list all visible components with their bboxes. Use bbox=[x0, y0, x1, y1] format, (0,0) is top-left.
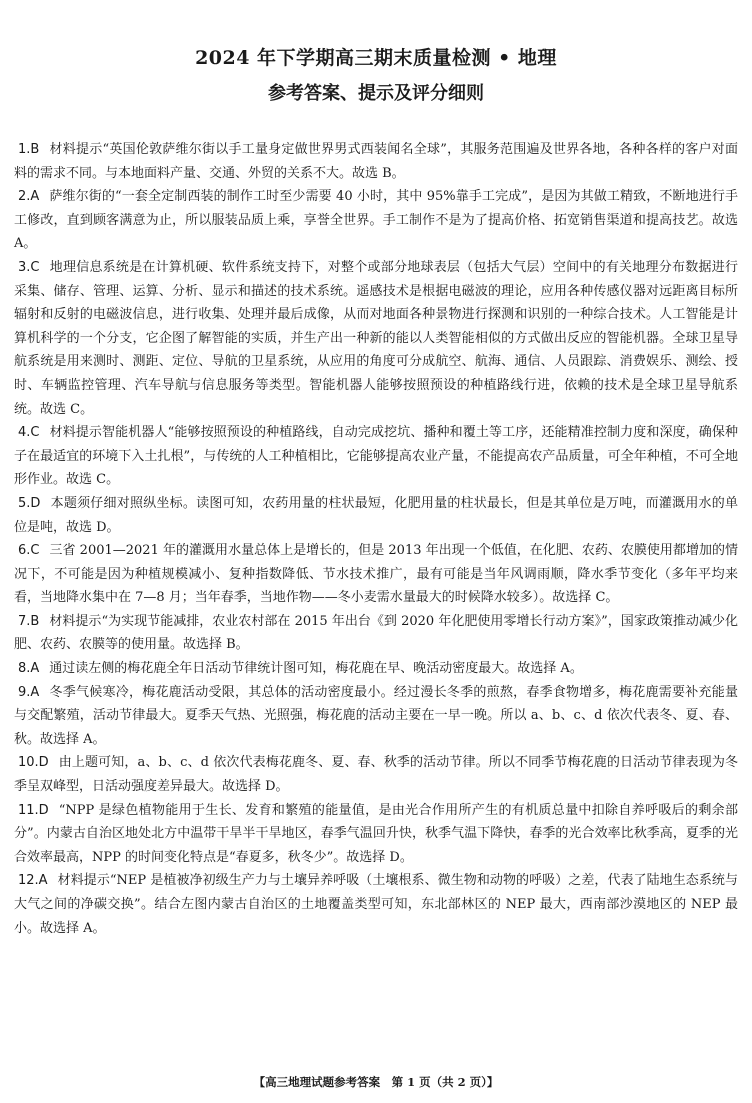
answer-text: 本题须仔细对照纵坐标。读图可知，农药用量的柱状最短，化肥用量的柱状最长，但是其单位是万吨，而灌溉用水的单位是吨，故选 D。 bbox=[14, 495, 738, 535]
answer-number: 6.C bbox=[18, 543, 40, 559]
answer-number: 7.B bbox=[18, 613, 40, 629]
answer-item-7 bbox=[14, 610, 738, 657]
page-title: 2024 年下学期高三期末质量检测 • 地理 bbox=[195, 47, 557, 69]
answer-text: 通过读左侧的梅花鹿全年日活动节律统计图可知，梅花鹿在早、晚活动密度最大。故选择 A。 bbox=[49, 661, 583, 677]
answer-item-2 bbox=[14, 185, 738, 256]
answer-number: 2.A bbox=[18, 189, 40, 205]
answer-text: 材料提示智能机器人“能够按照预设的种植路线，自动完成挖坑、播种和覆土等工序，还能精准控制力度和深度，确保种子在最适宜的环境下入土扎根”，与传统的人工种植相比，它能够提高农业产量，不能提高农产品质量，可全年种植，不可全地形作业。故选 C。 bbox=[14, 425, 738, 488]
answer-text: 萨维尔街的“一套全定制西装的制作工时至少需要 40 小时，其中 95%靠手工完成”，是因为其做工精致，不断地进行手工修改，直到顾客满意为止，所以服装品质上乘，享誉全世界。手工制作不是为了提高价格、拓宽销售渠道和提高技艺。故选 A。 bbox=[14, 189, 738, 252]
answer-item-3 bbox=[14, 256, 738, 421]
answer-text: 地理信息系统是在计算机硬、软件系统支持下，对整个或部分地球表层（包括大气层）空间中的有关地理分布数据进行采集、储存、管理、运算、分析、显示和描述的技术系统。遥感技术是根据电磁波的理论，应用各种传感仪器对远距离目标所辐射和反射的电磁波信息，进行收集、处理并最后成像，从而对地面各种景物进行探测和识别的一种综合技术。人工智能是计算机科学的一个分支，它企图了解智能的实质，并生产出一种新的能以人类智能相似的方式做出反应的智能机器。全球卫星导航系统是用来测时、测距、定位、导航的卫星系统，从应用的角度可分成航空、航海、通信、人员跟踪、消费娱乐、测绘、授时、车辆监控管理、汽车导航与信息服务等类型。智能机器人能够按照预设的种植路线行进，依赖的技术是全球卫星导航系统。故选 C。 bbox=[14, 259, 738, 417]
answer-item-8 bbox=[14, 657, 738, 681]
answer-item-10 bbox=[14, 751, 738, 798]
answer-text: 材料提示“英国伦敦萨维尔街以手工量身定做世界男式西装闻名全球”，其服务范围遍及世界各地，各种各样的客户对面料的需求不同。与本地面料产量、交通、外贸的关系不大。故选 B。 bbox=[14, 142, 738, 181]
answer-number: 1.B bbox=[18, 142, 40, 157]
page-footer: 【高三地理试题参考答案 第 1 页（共 2 页）】 bbox=[253, 1075, 499, 1089]
answer-list bbox=[14, 138, 738, 940]
answer-item-9 bbox=[14, 681, 738, 752]
page-subtitle: 参考答案、提示及评分细则 bbox=[268, 83, 484, 104]
answer-item-1 bbox=[14, 138, 738, 185]
answer-item-4 bbox=[14, 421, 738, 492]
answer-text: 材料提示“为实现节能减排，农业农村部在 2015 年出台《到 2020 年化肥使用零增长行动方案》”，国家政策推动减少化肥、农药、农膜等的使用量。故选择 B。 bbox=[14, 613, 738, 653]
answer-number: 3.C bbox=[18, 259, 40, 275]
answer-number: 4.C bbox=[18, 425, 40, 441]
answer-number: 12.A bbox=[18, 873, 48, 889]
answer-item-11 bbox=[14, 799, 738, 870]
answer-number: 8.A bbox=[18, 661, 40, 677]
answer-text: 三省 2001—2021 年的灌溉用水量总体上是增长的，但是 2013 年出现一个低值，在化肥、农药、农膜使用都增加的情况下，不可能是因为种植规模减小、复种指数降低、节水技术推广，最有可能是当年风调雨顺，降水季节变化（多年平均来看，当地降水集中在 7—8 月；当年春季，当地作物——冬小麦需水量最大的时候降水较多）。故选择 C。 bbox=[14, 543, 738, 606]
answer-text: 由上题可知，a、b、c、d 依次代表梅花鹿冬、夏、春、秋季的活动节律。所以不同季节梅花鹿的日活动节律表现为冬季呈双峰型，日活动强度差异最大。故选择 D。 bbox=[14, 755, 738, 795]
answer-text: “NPP 是绿色植物能用于生长、发育和繁殖的能量值，是由光合作用所产生的有机质总量中扣除自养呼吸后的剩余部分”。内蒙古自治区地处北方中温带干旱半干旱地区，春季气温回升快，秋季气温下降快，春季的光合效率比秋季高，夏季的光合效率最高，NPP 的时间变化特点是“春夏多，秋冬少”。故选择 D。 bbox=[14, 802, 738, 865]
answer-item-12 bbox=[14, 869, 738, 940]
answer-number: 5.D bbox=[18, 495, 41, 511]
answer-text: 冬季气候寒冷，梅花鹿活动受限，其总体的活动密度最小。经过漫长冬季的煎熬，春季食物增多，梅花鹿需要补充能量与交配繁殖，活动节律最大。夏季天气热、光照强，梅花鹿的活动主要在一早一晚。所以 a、b、c、d 依次代表冬、夏、春、秋。故选择 A。 bbox=[14, 684, 738, 747]
answer-text: 材料提示“NEP 是植被净初级生产力与土壤异养呼吸（土壤根系、微生物和动物的呼吸）之差，代表了陆地生态系统与大气之间的净碳交换”。结合左图内蒙古自治区的土地覆盖类型可知，东北部林区的 NEP 最大，西南部沙漠地区的 NEP 最小。故选择 A。 bbox=[14, 873, 738, 936]
answer-number: 10.D bbox=[18, 755, 49, 771]
answer-number: 11.D bbox=[18, 802, 49, 818]
answer-item-5 bbox=[14, 492, 738, 539]
answer-item-6 bbox=[14, 539, 738, 610]
answer-number: 9.A bbox=[18, 684, 40, 700]
